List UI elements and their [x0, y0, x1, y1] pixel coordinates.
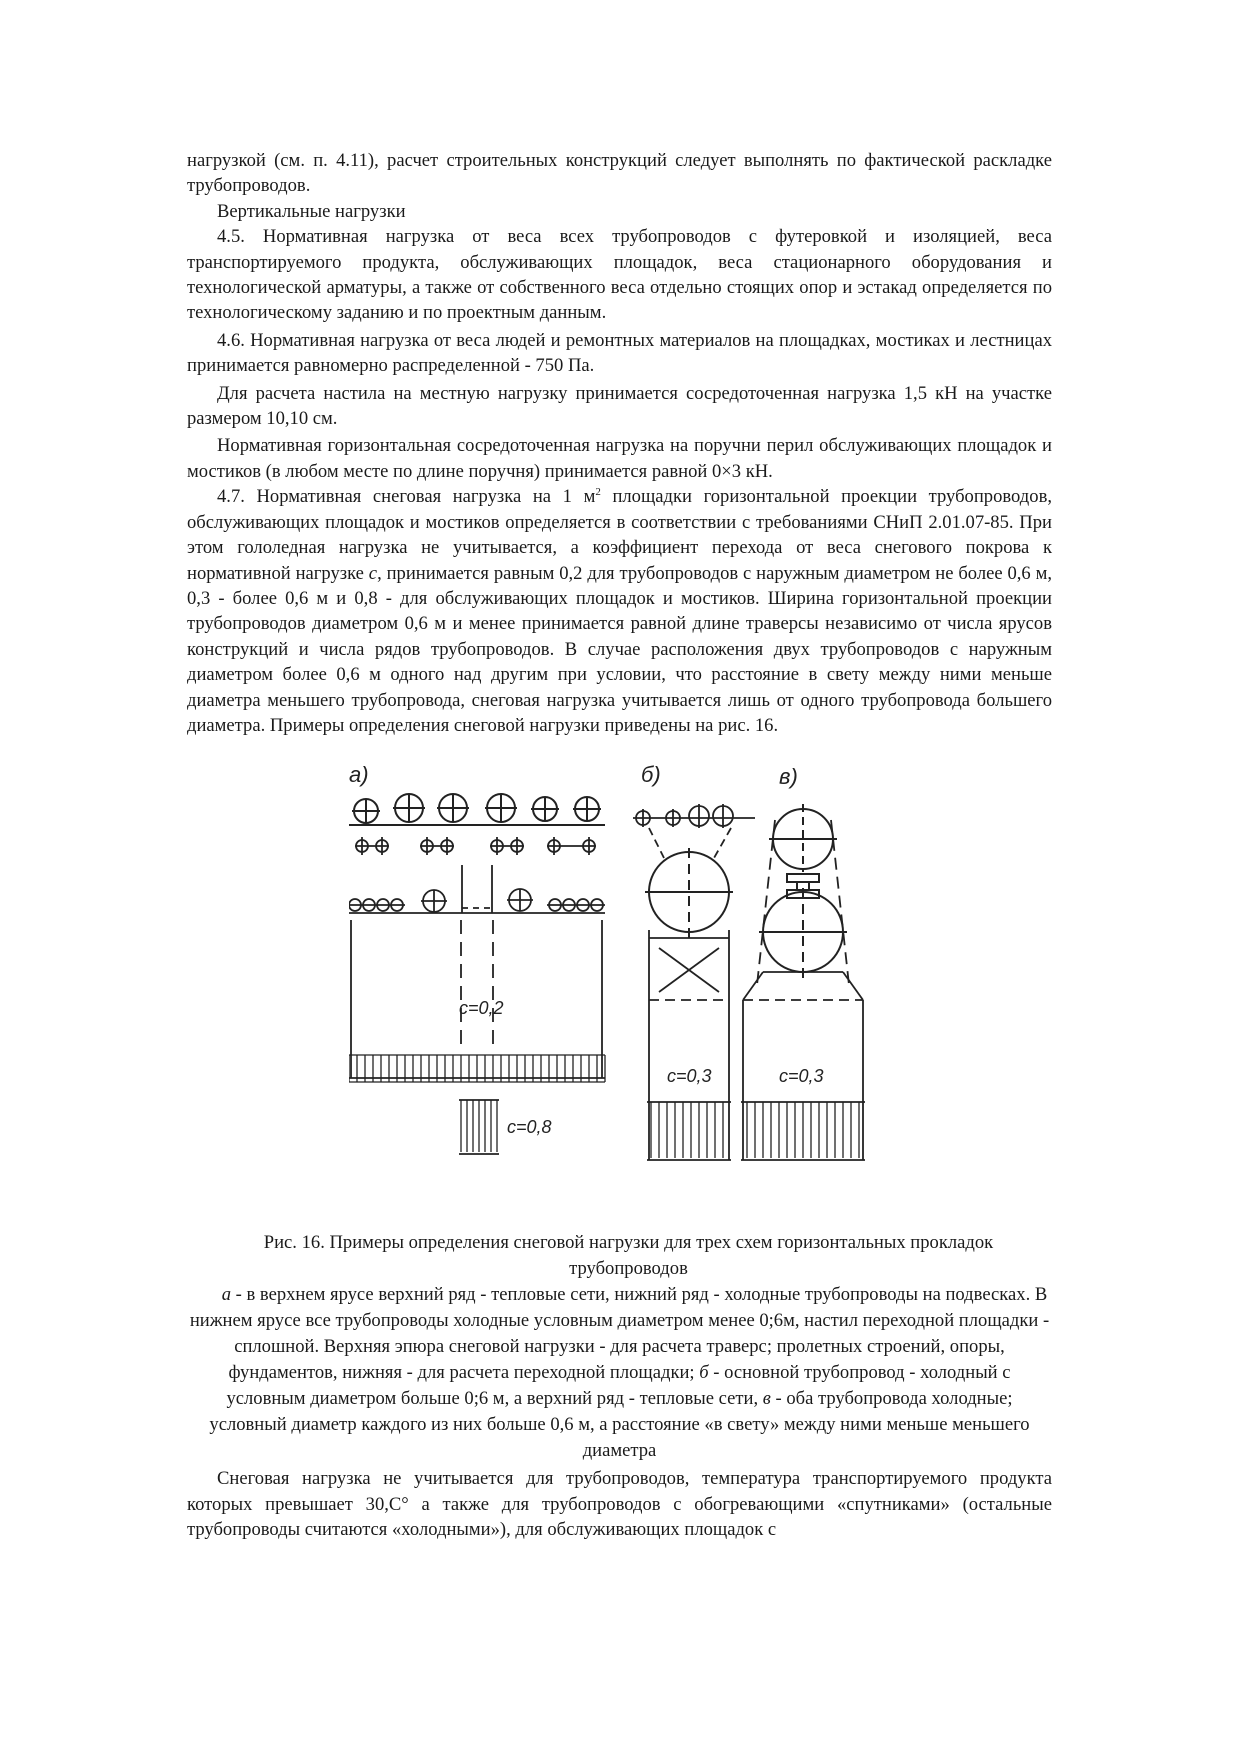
- heading-vertical-loads: Вертикальные нагрузки: [217, 200, 406, 222]
- scheme-v-coefficient: с=0,3: [779, 1066, 824, 1087]
- paragraph-4-7: [187, 484, 1052, 738]
- caption-text-2: - основной трубопровод - холодный с условным диаметром больше 0;6 м, а верхний ряд - тепловые сети,: [226, 1362, 1011, 1410]
- figure-caption: [187, 1230, 1052, 1464]
- scheme-a-coefficient-upper: с=0,2: [459, 998, 504, 1019]
- scheme-v-label: в): [779, 764, 798, 790]
- caption-letter-a: а: [221, 1284, 231, 1306]
- caption-description: [187, 1282, 1052, 1464]
- scheme-a-hanging-pipes: [355, 837, 596, 855]
- scheme-a: [349, 762, 605, 1154]
- paragraph-intro: нагрузкой (см. п. 4.11), расчет строительных конструкций следует выполнять по фактической раскладке трубопроводов.: [187, 150, 1052, 197]
- scheme-b-label: б): [641, 762, 661, 788]
- paragraph-horizontal-load: Нормативная горизонтальная сосредоточенная нагрузка на поручни перил обслуживающих площадок и мостиков (в любом месте по длине поручня) принимается равной 0×3 кН.: [187, 435, 1052, 482]
- caption-text-1: - в верхнем ярусе верхний ряд - тепловые сети, нижний ряд - холодные трубопроводы на подвесках. В нижнем ярусе все трубопроводы холодные условным диаметром менее 0;6м, настил переходной площадки - сплошной. Верхняя эпюра снеговой нагрузки - для расчета траверс; пролетных строений, опоры, фундаментов, нижняя - для расчета переходной площадки;: [189, 1284, 1050, 1384]
- scheme-a-label: а): [349, 762, 369, 788]
- coefficient-c: c: [368, 562, 378, 584]
- caption-letter-v: в: [762, 1388, 771, 1410]
- paragraph-4-6: 4.6. Нормативная нагрузка от веса людей и ремонтных материалов на площадках, мостиках и лестницах принимается равномерно распределенной - 750 Па.: [187, 329, 1052, 377]
- scheme-a-lower-tier: [349, 865, 605, 913]
- scheme-v-lower-pipe: [759, 888, 847, 978]
- scheme-b-frame: [649, 930, 729, 1160]
- scheme-b-coefficient: с=0,3: [667, 1066, 712, 1087]
- paragraph-local-load: Для расчета настила на местную нагрузку принимается сосредоточенная нагрузка 1,5 кН на участке размером 10,10 см.: [187, 382, 1052, 430]
- caption-text-3: - оба трубопровода холодные; условный диаметр каждого из них больше 0,6 м, а расстояние «в свету» между ними меньше меньшего диаметра: [209, 1388, 1030, 1462]
- snow-load-schemes-drawing: [349, 760, 909, 1230]
- scheme-a-top-pipes: [349, 794, 605, 825]
- paragraph-4-5: 4.5. Нормативная нагрузка от веса всех трубопроводов с футеровкой и изоляцией, веса транспортируемого продукта, обслуживающих площадок, веса стационарного оборудования и технологической арматуры, а также от собственного веса отдельно стоящих опор и эстакад определяется по технологическому заданию и по проектным данным.: [187, 226, 1052, 324]
- paragraph-4-7-part-3: , принимается равным 0,2 для трубопроводов с наружным диаметром не более 0,6 м, 0,3 - более 0,6 м и 0,8 - для обслуживающих площадок и мостиков. Ширина горизонтальной проекции трубопроводов диаметром 0,6 м и менее принимается равной длине траверсы независимо от числа ярусов конструкций и числа рядов трубопроводов. В случае расположения двух трубопроводов с наружным диаметром более 0,6 м одного над другим при условии, что расстояние в свету между ними меньше диаметра меньшего трубопровода, снеговая нагрузка учитывается лишь от одного трубопровода большего диаметра. Примеры определения снеговой нагрузки приведены на рис. 16.: [187, 562, 1052, 736]
- paragraph-4-7-part-1: 4.7. Нормативная снеговая нагрузка на 1 м: [217, 486, 596, 508]
- scheme-v-snow-diagram: [741, 1102, 865, 1160]
- scheme-v-upper-pipe: [769, 804, 837, 872]
- paragraph-snow-exclusions: Снеговая нагрузка не учитывается для трубопроводов, температура транспортируемого продукта которых превышает 30,С° а также для трубопроводов с обогревающими «спутниками» (остальные трубопроводы считаются «холодными»), для обслуживающих площадок с: [187, 1468, 1052, 1541]
- document-page: [187, 148, 1052, 1543]
- scheme-a-lower-snow-diagram: [459, 1100, 499, 1154]
- scheme-b: [633, 762, 755, 1160]
- superscript-2: 2: [595, 486, 601, 499]
- caption-letter-b: б: [699, 1362, 709, 1384]
- figure-16: [187, 760, 1052, 1230]
- caption-title: Рис. 16. Примеры определения снеговой нагрузки для трех схем горизонтальных прокладок трубопроводов: [263, 1232, 994, 1280]
- scheme-b-snow-diagram: [647, 1102, 731, 1160]
- scheme-a-coefficient-lower: с=0,8: [507, 1117, 552, 1138]
- paragraph-4-7-part-2: площадки горизонтальной проекции трубопроводов, обслуживающих площадок и мостиков определяется в соответствии с требованиями СНиП 2.01.07-85. При этом гололедная нагрузка не учитывается, а коэффициент перехода от веса снегового покрова к нормативной нагрузке: [187, 486, 1052, 584]
- scheme-b-main-pipe: [645, 848, 733, 940]
- scheme-v: [741, 764, 865, 1160]
- scheme-b-top-pipes: [633, 804, 755, 858]
